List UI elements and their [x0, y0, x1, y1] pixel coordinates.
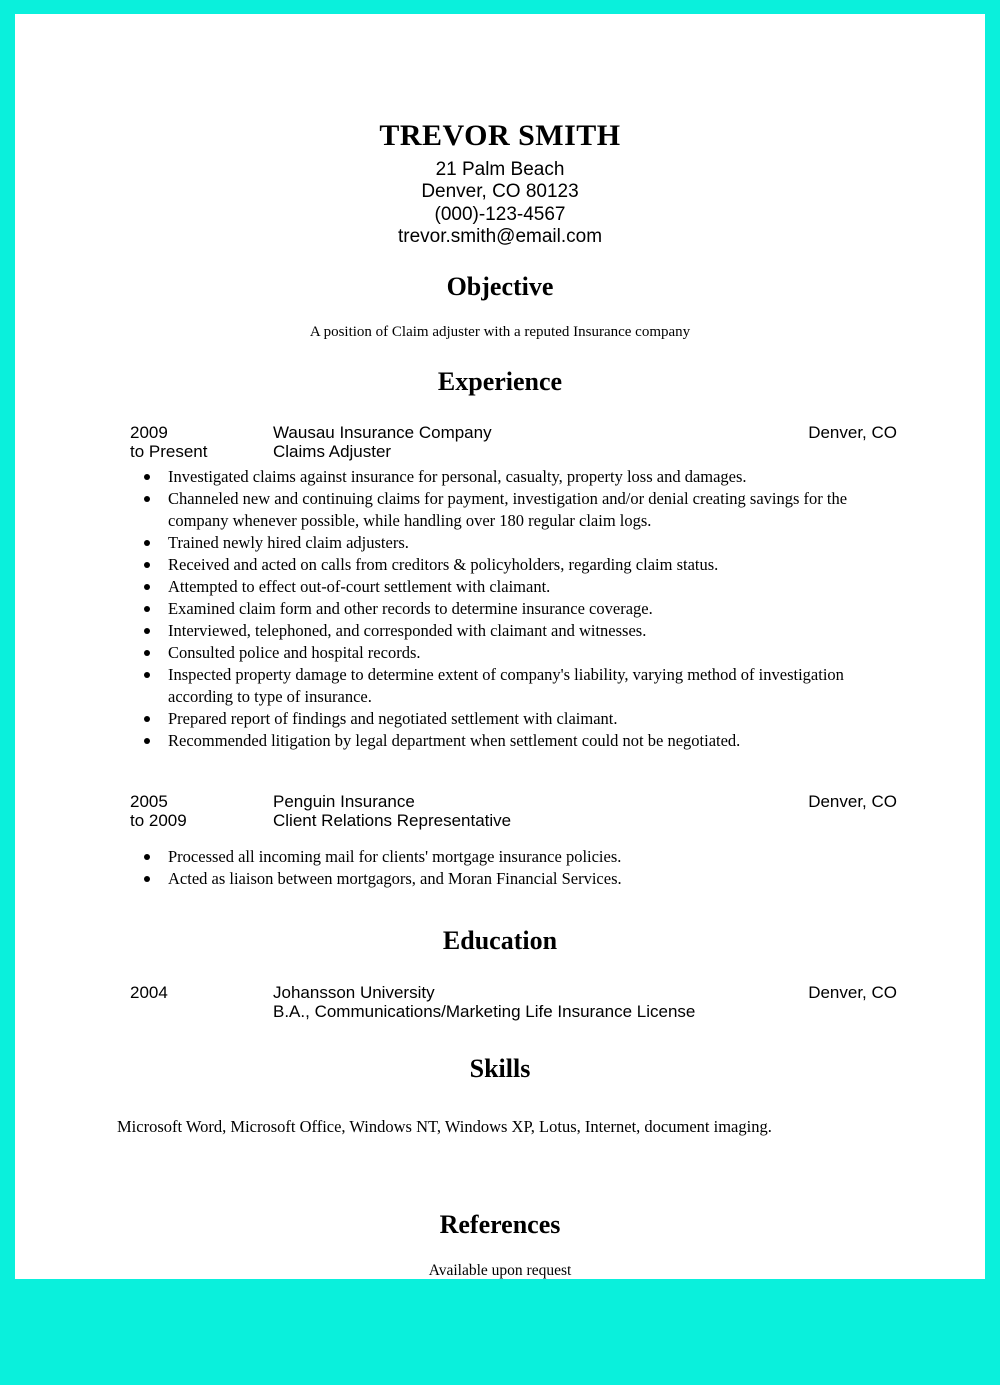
experience-organization: Penguin Insurance	[273, 791, 415, 811]
experience-bullet-list	[130, 846, 897, 890]
resume-content	[15, 120, 985, 1385]
date-end: to Present	[130, 441, 208, 461]
references-text: Available upon request	[428, 1261, 572, 1279]
experience-entry	[15, 423, 985, 752]
list-item: Prepared report of findings and negotiated settlement with claimant.	[135, 708, 897, 730]
education-entry	[15, 983, 985, 1021]
education-organization: Johansson University	[273, 982, 435, 1002]
list-item: Attempted to effect out-of-court settlement with claimant.	[135, 576, 897, 598]
contact-email: trevor.smith@email.com	[397, 226, 603, 247]
section-heading-skills: Skills	[469, 1053, 531, 1083]
date-end: to 2009	[130, 810, 187, 830]
experience-entry	[15, 792, 985, 890]
list-item: Received and acted on calls from creditors & policyholders, regarding claim status.	[135, 554, 897, 576]
experience-bullet-list	[130, 466, 897, 752]
list-item: Processed all incoming mail for clients' mortgage insurance policies.	[135, 846, 897, 868]
resume-page	[15, 14, 985, 1279]
education-entry-body	[273, 983, 897, 1021]
experience-entry-location: Denver, CO	[808, 422, 897, 442]
list-item: Trained newly hired claim adjusters.	[135, 532, 897, 554]
contact-city-state-zip: Denver, CO 80123	[421, 181, 579, 202]
list-item: Inspected property damage to determine extent of company's liability, varying method of investigation according to type of insurance.	[135, 664, 897, 708]
experience-entry-body	[273, 423, 897, 461]
objective-text: A position of Claim adjuster with a reputed Insurance company	[309, 323, 691, 340]
date-start: 2004	[130, 982, 168, 1002]
list-item: Consulted police and hospital records.	[135, 642, 897, 664]
candidate-name: TREVOR SMITH	[379, 119, 621, 152]
experience-organization: Wausau Insurance Company	[273, 422, 492, 442]
skills-text: Microsoft Word, Microsoft Office, Windows NT, Windows XP, Lotus, Internet, document imaging.	[117, 1116, 772, 1136]
contact-phone: (000)-123-4567	[434, 203, 566, 225]
experience-role: Claims Adjuster	[273, 441, 392, 461]
section-heading-references: References	[439, 1209, 561, 1239]
list-item: Acted as liaison between mortgagors, and Moran Financial Services.	[135, 868, 897, 890]
section-heading-experience: Experience	[437, 366, 563, 396]
list-item: Channeled new and continuing claims for payment, investigation and/or denial creating savings for the company whenever possible, while handling over 180 regular claim logs.	[135, 488, 897, 532]
experience-entry-location: Denver, CO	[808, 791, 897, 811]
experience-entry-dates	[130, 423, 270, 461]
list-item: Examined claim form and other records to determine insurance coverage.	[135, 598, 897, 620]
experience-entry-body	[273, 792, 897, 830]
education-degree: B.A., Communications/Marketing Life Insurance License	[273, 1001, 696, 1021]
education-entry-dates	[130, 983, 270, 1002]
list-item: Recommended litigation by legal department when settlement could not be negotiated.	[135, 730, 897, 752]
section-heading-education: Education	[442, 925, 558, 955]
list-item: Interviewed, telephoned, and corresponded with claimant and witnesses.	[135, 620, 897, 642]
experience-role: Client Relations Representative	[273, 810, 512, 830]
contact-address: 21 Palm Beach	[435, 158, 565, 180]
education-entry-location: Denver, CO	[808, 982, 897, 1002]
experience-entry-dates	[130, 792, 270, 830]
section-heading-objective: Objective	[446, 271, 554, 301]
list-item: Investigated claims against insurance for personal, casualty, property loss and damages.	[135, 466, 897, 488]
date-start: 2005	[130, 791, 168, 811]
date-start: 2009	[130, 422, 168, 442]
contact-block	[15, 159, 985, 249]
